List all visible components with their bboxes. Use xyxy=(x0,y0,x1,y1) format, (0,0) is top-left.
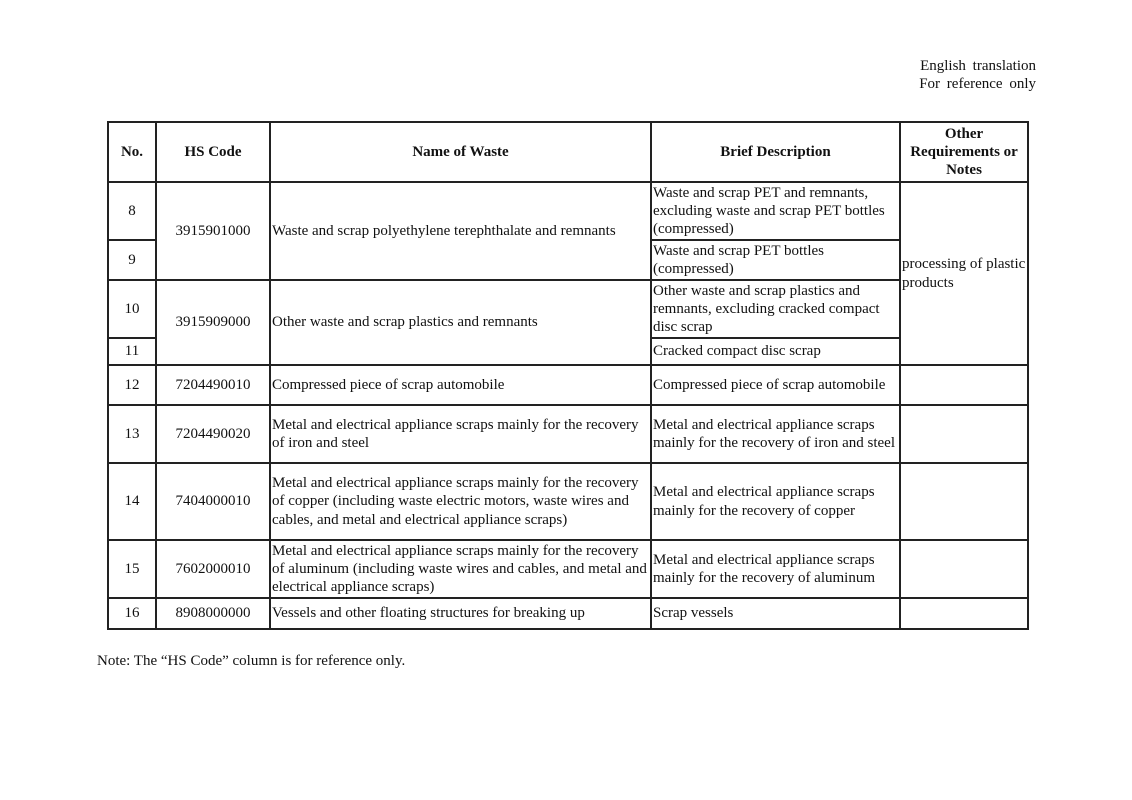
column-header-notes: Other Requirements or Notes xyxy=(900,122,1028,182)
row-number: 10 xyxy=(108,280,156,338)
footnote: Note: The “HS Code” column is for reference only. xyxy=(97,653,406,669)
notes-cell xyxy=(900,463,1028,540)
waste-table xyxy=(107,121,1029,630)
notes-cell xyxy=(900,365,1028,405)
description-cell: Waste and scrap PET bottles (compressed) xyxy=(651,240,900,280)
row-number: 11 xyxy=(108,338,156,365)
waste-name-cell: Other waste and scrap plastics and remnants xyxy=(270,280,651,365)
column-header-hs-code: HS Code xyxy=(156,122,270,182)
description-cell: Metal and electrical appliance scraps mainly for the recovery of aluminum xyxy=(651,540,900,598)
table-header-row xyxy=(108,122,1028,182)
column-header-no: No. xyxy=(108,122,156,182)
hs-code-cell: 8908000000 xyxy=(156,598,270,629)
row-number: 12 xyxy=(108,365,156,405)
table-row xyxy=(108,598,1028,629)
waste-name-cell: Waste and scrap polyethylene terephthalate and remnants xyxy=(270,182,651,280)
waste-name-cell: Vessels and other floating structures for breaking up xyxy=(270,598,651,629)
description-cell: Compressed piece of scrap automobile xyxy=(651,365,900,405)
row-number: 14 xyxy=(108,463,156,540)
description-cell: Scrap vessels xyxy=(651,598,900,629)
notes-cell xyxy=(900,540,1028,598)
row-number: 8 xyxy=(108,182,156,240)
translation-notice xyxy=(919,57,1036,93)
hs-code-cell: 3915909000 xyxy=(156,280,270,365)
waste-name-cell: Compressed piece of scrap automobile xyxy=(270,365,651,405)
table-row xyxy=(108,463,1028,540)
description-cell: Metal and electrical appliance scraps mainly for the recovery of iron and steel xyxy=(651,405,900,463)
table-row xyxy=(108,182,1028,240)
hs-code-cell: 3915901000 xyxy=(156,182,270,280)
column-header-name-of-waste: Name of Waste xyxy=(270,122,651,182)
waste-name-cell: Metal and electrical appliance scraps mainly for the recovery of aluminum (including waste wires and cables, and metal and electrical appliance scraps) xyxy=(270,540,651,598)
hs-code-cell: 7204490020 xyxy=(156,405,270,463)
hs-code-cell: 7404000010 xyxy=(156,463,270,540)
row-number: 15 xyxy=(108,540,156,598)
description-cell: Metal and electrical appliance scraps mainly for the recovery of copper xyxy=(651,463,900,540)
row-number: 16 xyxy=(108,598,156,629)
table-row xyxy=(108,280,1028,338)
notes-cell xyxy=(900,405,1028,463)
table-row xyxy=(108,540,1028,598)
waste-name-cell: Metal and electrical appliance scraps mainly for the recovery of iron and steel xyxy=(270,405,651,463)
row-number: 9 xyxy=(108,240,156,280)
translation-notice-line-2: For reference only xyxy=(919,76,1036,92)
table-row xyxy=(108,405,1028,463)
description-cell: Cracked compact disc scrap xyxy=(651,338,900,365)
column-header-brief-description: Brief Description xyxy=(651,122,900,182)
hs-code-cell: 7602000010 xyxy=(156,540,270,598)
description-cell: Waste and scrap PET and remnants, excluding waste and scrap PET bottles (compressed) xyxy=(651,182,900,240)
table-row xyxy=(108,365,1028,405)
row-number: 13 xyxy=(108,405,156,463)
waste-name-cell: Metal and electrical appliance scraps mainly for the recovery of copper (including waste electric motors, waste wires and cables, and metal and electrical appliance scraps) xyxy=(270,463,651,540)
description-cell: Other waste and scrap plastics and remnants, excluding cracked compact disc scrap xyxy=(651,280,900,338)
notes-cell xyxy=(900,598,1028,629)
translation-notice-line-1: English translation xyxy=(920,58,1036,74)
notes-cell: processing of plastic products xyxy=(900,182,1028,365)
hs-code-cell: 7204490010 xyxy=(156,365,270,405)
